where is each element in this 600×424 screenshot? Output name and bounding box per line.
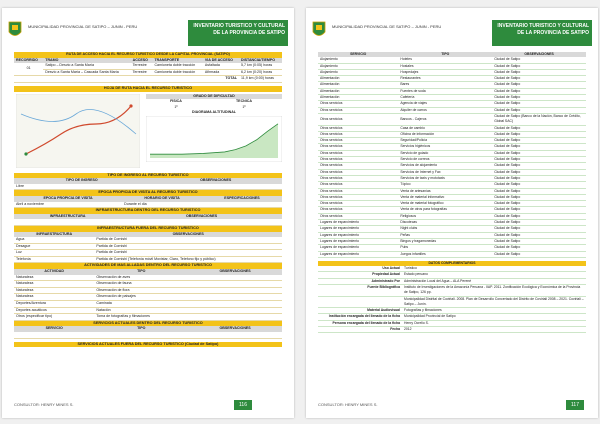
table-row: Otros servicios Bancos - Cajeros Ciudad de Satipo (Banco de la Nación, Banco de Crédito, Global SAC) <box>318 113 586 125</box>
municipality-name: MUNICIPALIDAD PROVINCIAL DE SATIPO – JUNIN - PERU <box>28 24 138 29</box>
table-row: Otros servicios Oficina de información Ciudad de Satipo <box>318 131 586 137</box>
municipality-name: MUNICIPALIDAD PROVINCIAL DE SATIPO – JUNIN - PERU <box>332 24 442 29</box>
table-row: Otros servicios Religiosos Ciudad de Satipo <box>318 213 586 219</box>
data-row: Propiedad Actual Estado peruano <box>318 272 586 278</box>
data-row: Fuente Bibliográfica Instituto de Investigaciones de la Amazonía Peruana - IIAP. 2011. Zonificación Ecológica y Económica de la Provincia de Satipo, 126 pp. <box>318 284 586 296</box>
document-title: INVENTARIO TURISTICO Y CULTURAL DE LA PROVINCIA DE SATIPO <box>188 20 288 46</box>
data-row: Material Audiovisual Fotografías y filmaciones <box>318 308 586 314</box>
table-row: Otros servicios Tópico Ciudad de Satipo <box>318 182 586 188</box>
table-row: Alimentación Bares Ciudad de Satipo <box>318 82 586 88</box>
table-row: Otros servicios Seguridad/Policía Ciudad de Satipo <box>318 138 586 144</box>
data-row: Administrado Por Administración Local del Agua – ALA Perené <box>318 278 586 284</box>
entry-table: TIPO DE INGRESO AL RECURSO TURISTICO TIPO DE INGRESO OBSERVACIONES Libre <box>14 173 282 191</box>
table-row: Luz Partida de Cornishi <box>14 250 282 257</box>
col-servicio: SERVICIO <box>350 52 367 56</box>
route-sheet-header: HOJA DE RUTA HACIA EL RECURSO TURISTICO <box>14 86 282 92</box>
difficulty-panel <box>146 94 282 167</box>
consultant-credit: CONSULTOR: HENRY MINES S. <box>14 402 74 407</box>
table-row: Alimentación Restaurantes Ciudad de Satipo <box>318 76 586 82</box>
activities-header: ACTIVIDADES DE MAS ALLADAS DENTRO DEL RECURSO TURISTICO <box>14 263 282 269</box>
col-via: VIA DE ACCESO <box>204 57 233 62</box>
data-row: Persona encargada del llenado de la ficha Henry Ocrelio S. <box>318 320 586 326</box>
data-row: Municipalidad Distrital de Coviriali. 2008. Plan de Desarrollo Concertado del Distrito de Coviriali 2008 – 2021. Coviriali – Satipo – Junín. <box>318 296 586 308</box>
table-row: Otros servicios Servicio de correos Ciudad de Satipo <box>318 157 586 163</box>
col-tramo: TRAMO <box>45 57 59 62</box>
route-map <box>16 94 140 168</box>
table-row: Naturaleza Observación de paisajes <box>14 294 282 301</box>
table-row: Otros servicios Venta de artesanías Ciudad de Satipo <box>318 188 586 194</box>
services-outside-title <box>14 342 282 348</box>
table-row: Telefonía Partida de Cornishi (Telefonía móvil Movistar, Claro, Telefono fijo y público) <box>14 256 282 263</box>
services-inside-header: SERVICIOS ACTUALES DENTRO DEL RECURSO TURISTICO <box>14 321 282 327</box>
col-acceso: ACCESO <box>132 57 148 62</box>
document-title: INVENTARIO TURISTICO Y CULTURAL DE LA PROVINCIA DE SATIPO <box>492 20 592 46</box>
col-distancia: DISTANCIA/TIEMPO <box>241 57 276 62</box>
table-row: Naturaleza Observación de aves <box>14 275 282 281</box>
col-recorrido: RECORRIDO <box>16 57 38 62</box>
infra-outside-header: INFRAESTRUCTURA FUERA DEL RECURSO TURISTICO <box>14 226 282 232</box>
activities-table: ACTIVIDADES DE MAS ALLADAS DENTRO DEL RECURSO TURISTICO ACTIVIDAD TIPO OBSERVACIONES Naturaleza Observación de aves Naturaleza Observación de fauna Naturaleza Observación de flora Naturaleza Observación de paisajes Deportes/Aventura Caminata Deportes acuáticos Natación Otros (especificar tipo) Toma de fotografías y filmaciones <box>14 263 282 320</box>
table-row: Otros servicios Venta de otros para fotografías Ciudad de Satipo <box>318 207 586 213</box>
infra-inside-header: INFRAESTRUCTURA DENTRO DEL RECURSO TURISTICO <box>14 208 282 214</box>
infra-outside-table: INFRAESTRUCTURA FUERA DEL RECURSO TURISTICO INFRAESTRUCTURA OBSERVACIONES Agua Partida de Cornishi Desague Partida de Cornishi Luz Partida de Cornishi Telefonía Partida de Cornishi (Telefonía móvil Movistar, Claro, Telefono fijo y público) <box>14 226 282 264</box>
season-header: EPOCA PROPICIA DE VISITA AL RECURSO TURISTICO <box>14 190 282 196</box>
season-table: EPOCA PROPICIA DE VISITA AL RECURSO TURISTICO EPOCA PROPICIA DE VISITA HORARIO DE VISITA ESPECIFICACIONES Abril a noviembre Durante el día <box>14 190 282 208</box>
table-row: Alojamiento Hoteles Ciudad de Satipo <box>318 57 586 63</box>
table-row: Desvío a Santa María – Cascada Santa María Terrestre Camioneta doble tracción Afirmada 6,2 km (0:20) horas <box>14 69 282 76</box>
page-117 <box>306 8 598 418</box>
services-outside-table <box>318 52 586 258</box>
table-row: Alojamiento Hospedajes Ciudad de Satipo <box>318 69 586 75</box>
entry-header: TIPO DE INGRESO AL RECURSO TURISTICO <box>14 173 282 179</box>
table-row: Otros servicios Alquiler de carros Ciudad de Satipo <box>318 107 586 113</box>
total-value: 11,9 km (0:00) horas <box>239 76 282 83</box>
table-row: Lugares de esparcimiento Discotecas Ciudad de Satipo <box>318 220 586 226</box>
table-row: Deportes acuáticos Natación <box>14 307 282 314</box>
fisica-label: FISICA <box>170 99 182 104</box>
table-row: Otros servicios Venta de material informativo Ciudad de Satipo <box>318 194 586 200</box>
infra-inside-table: INFRAESTRUCTURA DENTRO DEL RECURSO TURISTICO INFRAESTRUCTURA OBSERVACIONES <box>14 208 282 226</box>
table-row: 01 Satipo – Desvio a Santa María Terrestre Camioneta doble tracción Asfaltada 5,7 km (0:05) horas <box>14 63 282 69</box>
page-116 <box>2 8 294 418</box>
table-row: Otros servicios Venta de material fotográfico Ciudad de Satipo <box>318 201 586 207</box>
tecnica-label: TECNICA <box>235 99 252 104</box>
page-header <box>312 16 592 48</box>
page-footer <box>14 400 282 410</box>
table-row: Otros servicios Casa de cambio Ciudad de Satipo <box>318 125 586 131</box>
table-row: Otros servicios Servicios higiénicos Ciudad de Satipo <box>318 144 586 150</box>
route-header: RUTA DE ACCESO HACIA EL RECURSO TURISTICO DESDE LA CAPITAL PROVINCIAL (SATIPO) <box>14 52 282 58</box>
table-row: Alimentación Fuentes de soda Ciudad de Satipo <box>318 88 586 94</box>
fisica-value: 1º <box>174 104 178 109</box>
table-row: Lugares de esparcimiento Bingos y tragamonedas Ciudad de Satipo <box>318 238 586 244</box>
table-row: Alojamiento Hostales Ciudad de Satipo <box>318 63 586 69</box>
data-row: Institución encargada del llenado de la ficha Municipalidad Provincial de Satipo <box>318 314 586 320</box>
entry-type-value: Libre <box>14 184 149 190</box>
complementary-data-table <box>318 261 586 334</box>
municipality-crest-icon <box>8 20 22 40</box>
total-label: TOTAL <box>203 76 239 83</box>
table-row: Lugares de esparcimiento Peñas Ciudad de Satipo <box>318 232 586 238</box>
table-row: Alimentación Cafetería Ciudad de Satipo <box>318 95 586 101</box>
services-outside-header: SERVICIOS ACTUALES FUERA DEL RECURSO TURISTICO (Ciudad de Satipo) <box>14 342 282 348</box>
table-row: Naturaleza Observación de fauna <box>14 281 282 288</box>
table-row: Otros servicios Agencia de viajes Ciudad de Satipo <box>318 101 586 107</box>
table-row: Agua Partida de Cornishi <box>14 237 282 243</box>
table-row: Otros servicios Servicios de taxis y mototaxis Ciudad de Satipo <box>318 175 586 181</box>
table-row: Desague Partida de Cornishi <box>14 243 282 250</box>
left-content <box>14 52 282 347</box>
data-row: Fecha 2012 <box>318 327 586 333</box>
table-row: Naturaleza Observación de flora <box>14 287 282 294</box>
route-map-area <box>14 92 282 170</box>
tecnica-value: 1º <box>242 104 246 109</box>
table-row: Lugares de esparcimiento Juegos infantiles Ciudad de Satipo <box>318 251 586 257</box>
consultant-credit: CONSULTOR: HENRY MINES S. <box>318 402 378 407</box>
col-tipo: TIPO <box>441 52 450 56</box>
services-inside-table: SERVICIOS ACTUALES DENTRO DEL RECURSO TURISTICO SERVICIO TIPO OBSERVACIONES <box>14 321 282 339</box>
difficulty-header: GRADO DE DIFICULTAD <box>146 94 282 100</box>
page-footer <box>318 400 586 410</box>
complementary-data-header: DATOS COMPLEMENTARIOS <box>318 261 586 266</box>
data-row: Uso Actual Turístico <box>318 266 586 272</box>
table-row: Otros (especificar tipo) Toma de fotografías y filmaciones <box>14 314 282 321</box>
col-transporte: TRANSPORTE <box>154 57 180 62</box>
page-header <box>8 16 288 48</box>
diagram-label: DIAGRAMA ALTITUDINAL <box>192 110 236 115</box>
table-row: Otros servicios Servicios de Internet y Fax Ciudad de Satipo <box>318 169 586 175</box>
table-row: Deportes/Aventura Caminata <box>14 301 282 308</box>
table-row: Lugares de esparcimiento Pubs Ciudad de Satipo <box>318 245 586 251</box>
table-row: Otros servicios Servicios de alojamiento Ciudad de Satipo <box>318 163 586 169</box>
route-table <box>14 52 282 83</box>
table-row: Otros servicios Servicio de guiado Ciudad de Satipo <box>318 150 586 156</box>
table-row: Lugares de esparcimiento Night clubs Ciudad de Satipo <box>318 226 586 232</box>
altitude-chart <box>146 116 282 162</box>
col-observaciones: OBSERVACIONES <box>524 52 554 56</box>
page-number: 116 <box>234 400 252 410</box>
municipality-crest-icon <box>312 20 326 40</box>
page-number: 117 <box>566 400 584 410</box>
right-content <box>318 52 586 333</box>
